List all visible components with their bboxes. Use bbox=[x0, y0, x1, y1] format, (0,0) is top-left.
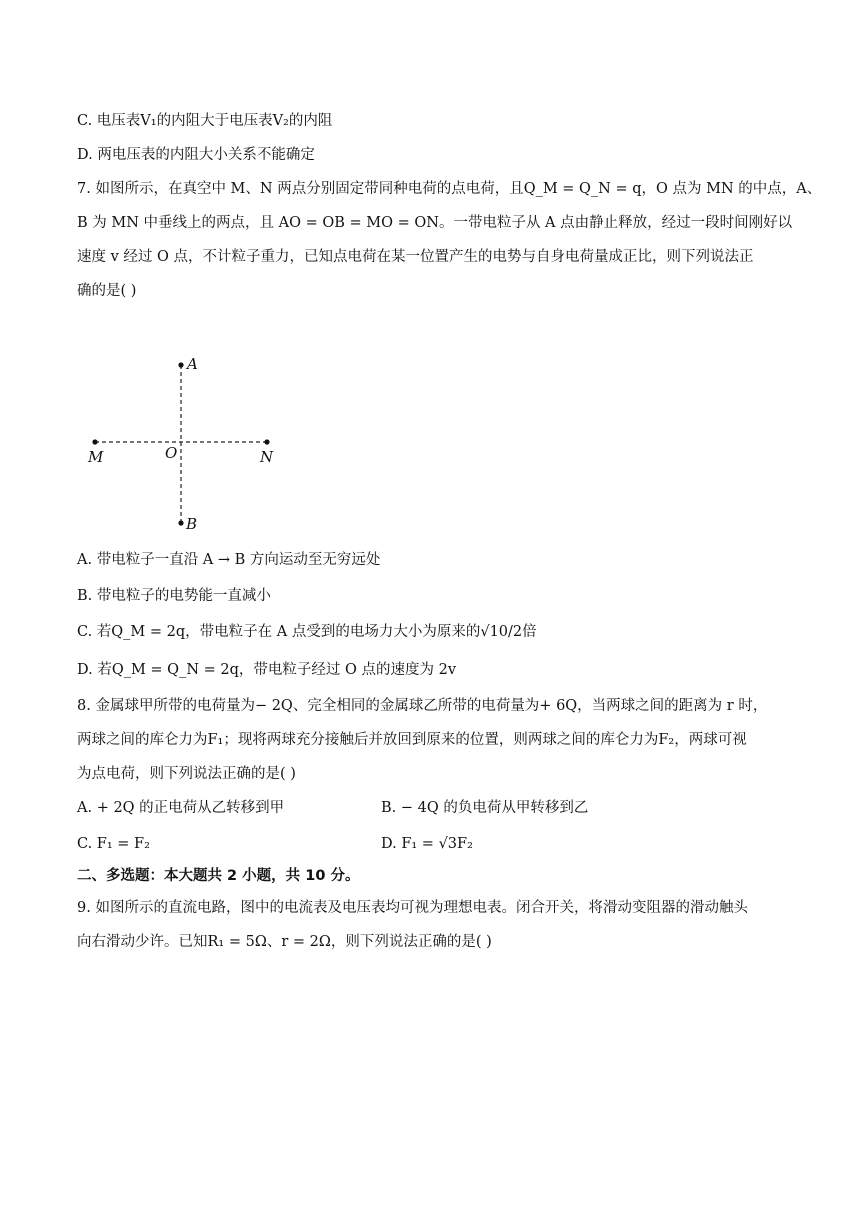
q8-stem-line-1: 8. 金属球甲所带的电荷量为− 2Q、完全相同的金属球乙所带的电荷量为+ 6Q，当两球之间的距离为 r 时， bbox=[77, 698, 768, 714]
q8-option-a: A. + 2Q 的正电荷从乙转移到甲 bbox=[77, 800, 285, 816]
label-n: N bbox=[260, 448, 274, 466]
q7-option-d: D. 若Q_M = Q_N = 2q，带电粒子经过 O 点的速度为 2v bbox=[77, 662, 457, 678]
q8-stem-line-3: 为点电荷，则下列说法正确的是( ) bbox=[77, 766, 296, 782]
q9-stem-line-1: 9. 如图所示的直流电路，图中的电流表及电压表均可视为理想电表。闭合开关，将滑动变阻器的滑动触头 bbox=[77, 900, 748, 916]
q7-stem-line-3: 速度 v 经过 O 点，不计粒子重力，已知点电荷在某一位置产生的电势与自身电荷量成正比，则下列说法正 bbox=[77, 249, 754, 265]
q7-option-c: C. 若Q_M = 2q，带电粒子在 A 点受到的电场力大小为原来的√10/2倍 bbox=[77, 624, 537, 640]
label-a: A bbox=[187, 355, 198, 373]
q8-option-c: C. F₁ = F₂ bbox=[77, 836, 150, 852]
label-b: B bbox=[186, 515, 198, 533]
q7-stem-line-2: B 为 MN 中垂线上的两点，且 AO = OB = MO = ON。一带电粒子从 A 点由静止释放，经过一段时间刚好以 bbox=[77, 215, 793, 231]
q9-stem-line-2: 向右滑动少许。已知R₁ = 5Ω、r = 2Ω，则下列说法正确的是( ) bbox=[77, 934, 492, 950]
q8-option-b: B. − 4Q 的负电荷从甲转移到乙 bbox=[381, 800, 589, 816]
q8-stem-line-2: 两球之间的库仑力为F₁；现将两球充分接触后并放回到原来的位置，则两球之间的库仑力为F₂，两球可视 bbox=[77, 732, 747, 748]
label-o: O bbox=[165, 444, 178, 462]
point-a bbox=[178, 362, 183, 367]
charge-diagram bbox=[80, 345, 300, 545]
q6-option-d: D. 两电压表的内阻大小关系不能确定 bbox=[77, 147, 315, 163]
label-m: M bbox=[88, 448, 104, 466]
point-b bbox=[178, 520, 183, 525]
q7-option-b: B. 带电粒子的电势能一直减小 bbox=[77, 588, 271, 604]
point-m bbox=[92, 439, 97, 444]
q7-option-a: A. 带电粒子一直沿 A → B 方向运动至无穷远处 bbox=[77, 552, 381, 568]
section-heading-multiple-choice: 二、多选题：本大题共 2 小题，共 10 分。 bbox=[77, 868, 360, 884]
q6-option-c: C. 电压表V₁的内阻大于电压表V₂的内阻 bbox=[77, 113, 333, 129]
q8-option-d: D. F₁ = √3F₂ bbox=[381, 836, 473, 852]
q7-stem-line-4: 确的是( ) bbox=[77, 283, 137, 299]
point-n bbox=[264, 439, 269, 444]
q7-stem-line-1: 7. 如图所示，在真空中 M、N 两点分别固定带同种电荷的点电荷，且Q_M = Q_N = q，O 点为 MN 的中点，A、 bbox=[77, 181, 822, 197]
